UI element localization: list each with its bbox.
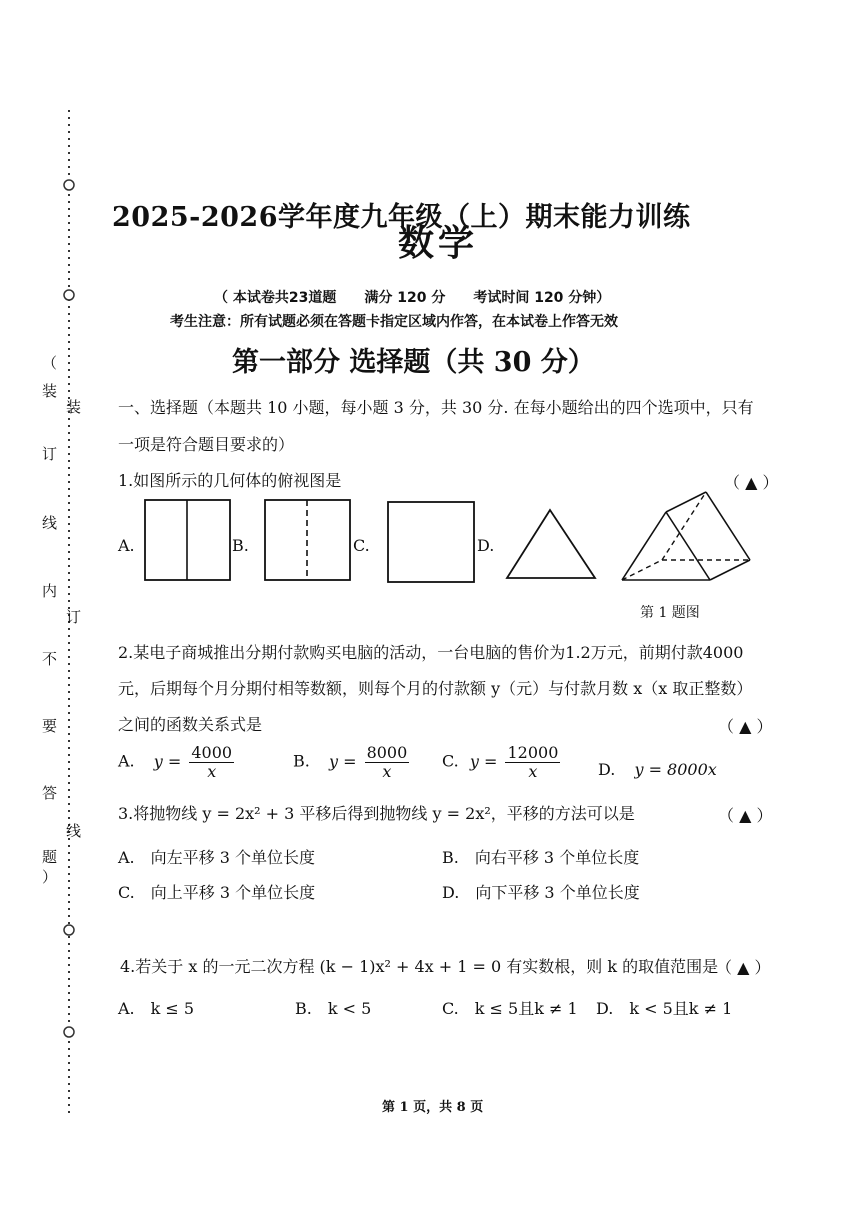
q4-option-d: D. k < 5且k ≠ 1 <box>596 999 733 1018</box>
binding-char: 线 <box>66 822 82 840</box>
binding-char: 内 <box>42 582 58 600</box>
q1-option-label: C. <box>353 536 370 555</box>
question-3-stem: 3.将抛物线 y = 2x² + 3 平移后得到抛物线 y = 2x²，平移的方法可以是 <box>118 804 635 823</box>
q2-option-d <box>598 760 717 779</box>
denominator: x <box>207 761 217 781</box>
section-instruction: 一项是符合题目要求的） <box>118 435 295 454</box>
exam-info: （ 本试卷共23道题 满分 120 分 考试时间 120 分钟） <box>214 290 611 306</box>
option-c-figure <box>388 502 474 582</box>
binding-char: 装 <box>42 382 58 400</box>
q4-option-a: A. k ≤ 5 <box>118 999 195 1018</box>
option-label: B. <box>293 751 310 771</box>
fraction <box>505 744 560 780</box>
answer-mark: （ ▲ ） <box>724 473 779 492</box>
denominator: x <box>382 761 392 781</box>
option-label: C. <box>442 751 459 771</box>
binding-hole <box>64 925 74 935</box>
question-2-stem: 之间的函数关系式是 <box>118 715 263 734</box>
question-2-stem: 元，后期每个月分期付相等数额，则每个月的付款额 y（元）与付款月数 x（x 取正整数） <box>118 679 753 698</box>
binding-char: 题 <box>42 848 58 866</box>
binding-char: 要 <box>42 717 58 735</box>
page-footer: 第 1 页，共 8 页 <box>382 1100 484 1115</box>
answer-mark: （ ▲ ） <box>716 958 771 977</box>
q1-option-label: A. <box>118 536 135 555</box>
question-4-stem: 4.若关于 x 的一元二次方程 (k − 1)x² + 4x + 1 = 0 有实数根，则 k 的取值范围是 <box>120 957 719 976</box>
fraction <box>365 744 410 780</box>
q2-option-c <box>442 744 560 780</box>
q1-option-label: B. <box>232 536 249 555</box>
section-title: 第一部分 选择题（共 30 分） <box>232 347 595 378</box>
q2-option-a <box>118 744 234 780</box>
numerator: 8000 <box>366 743 408 762</box>
binding-char: 不 <box>42 650 58 668</box>
option-label: D. <box>598 760 616 779</box>
subject-title: 数学 <box>398 222 479 264</box>
binding-char: 线 <box>42 514 58 532</box>
binding-char: 订 <box>42 445 58 463</box>
fraction <box>189 744 234 780</box>
q3-option-c: C. 向上平移 3 个单位长度 <box>118 883 316 902</box>
binding-hole <box>64 1027 74 1037</box>
question-2-stem: 2.某电子商城推出分期付款购买电脑的活动，一台电脑的售价为1.2万元，前期付款4000 <box>118 643 744 662</box>
option-lhs: y = <box>469 751 498 771</box>
numerator: 12000 <box>507 743 559 762</box>
section-instruction: 一、选择题（本题共 10 小题，每小题 3 分，共 30 分. 在每小题给出的四个选项中，只有 <box>118 398 754 417</box>
exam-title: 2025-2026学年度九年级（上）期末能力训练 <box>112 202 691 233</box>
option-lhs: y = <box>153 751 182 771</box>
option-a-figure <box>145 500 230 580</box>
exam-notice: 考生注意：所有试题必须在答题卡指定区域内作答，在本试卷上作答无效 <box>170 314 618 330</box>
binding-char: 装 <box>66 398 82 416</box>
binding-char: 答 <box>42 784 58 802</box>
numerator: 4000 <box>191 743 233 762</box>
binding-char: （ <box>42 354 58 372</box>
q1-option-label: D. <box>477 536 495 555</box>
triangular-prism-figure <box>622 492 750 580</box>
question-1-stem: 1.如图所示的几何体的俯视图是 <box>118 471 342 490</box>
option-lhs: y = <box>328 751 357 771</box>
q4-option-c: C. k ≤ 5且k ≠ 1 <box>442 999 578 1018</box>
option-expr: y = 8000x <box>634 760 717 779</box>
option-label: A. <box>118 751 135 771</box>
option-d-figure <box>507 510 595 578</box>
option-b-figure <box>265 500 350 580</box>
figure-caption: 第 1 题图 <box>640 605 700 621</box>
denominator: x <box>528 761 538 781</box>
binding-char: ） <box>42 868 58 886</box>
answer-mark: （ ▲ ） <box>718 806 773 825</box>
q3-option-a: A. 向左平移 3 个单位长度 <box>118 848 315 867</box>
q3-option-d: D. 向下平移 3 个单位长度 <box>442 883 640 902</box>
q2-option-b <box>293 744 409 780</box>
q3-option-b: B. 向右平移 3 个单位长度 <box>442 848 640 867</box>
answer-mark: （ ▲ ） <box>718 717 773 736</box>
binding-char: 订 <box>66 608 82 626</box>
q4-option-b: B. k < 5 <box>295 999 372 1018</box>
